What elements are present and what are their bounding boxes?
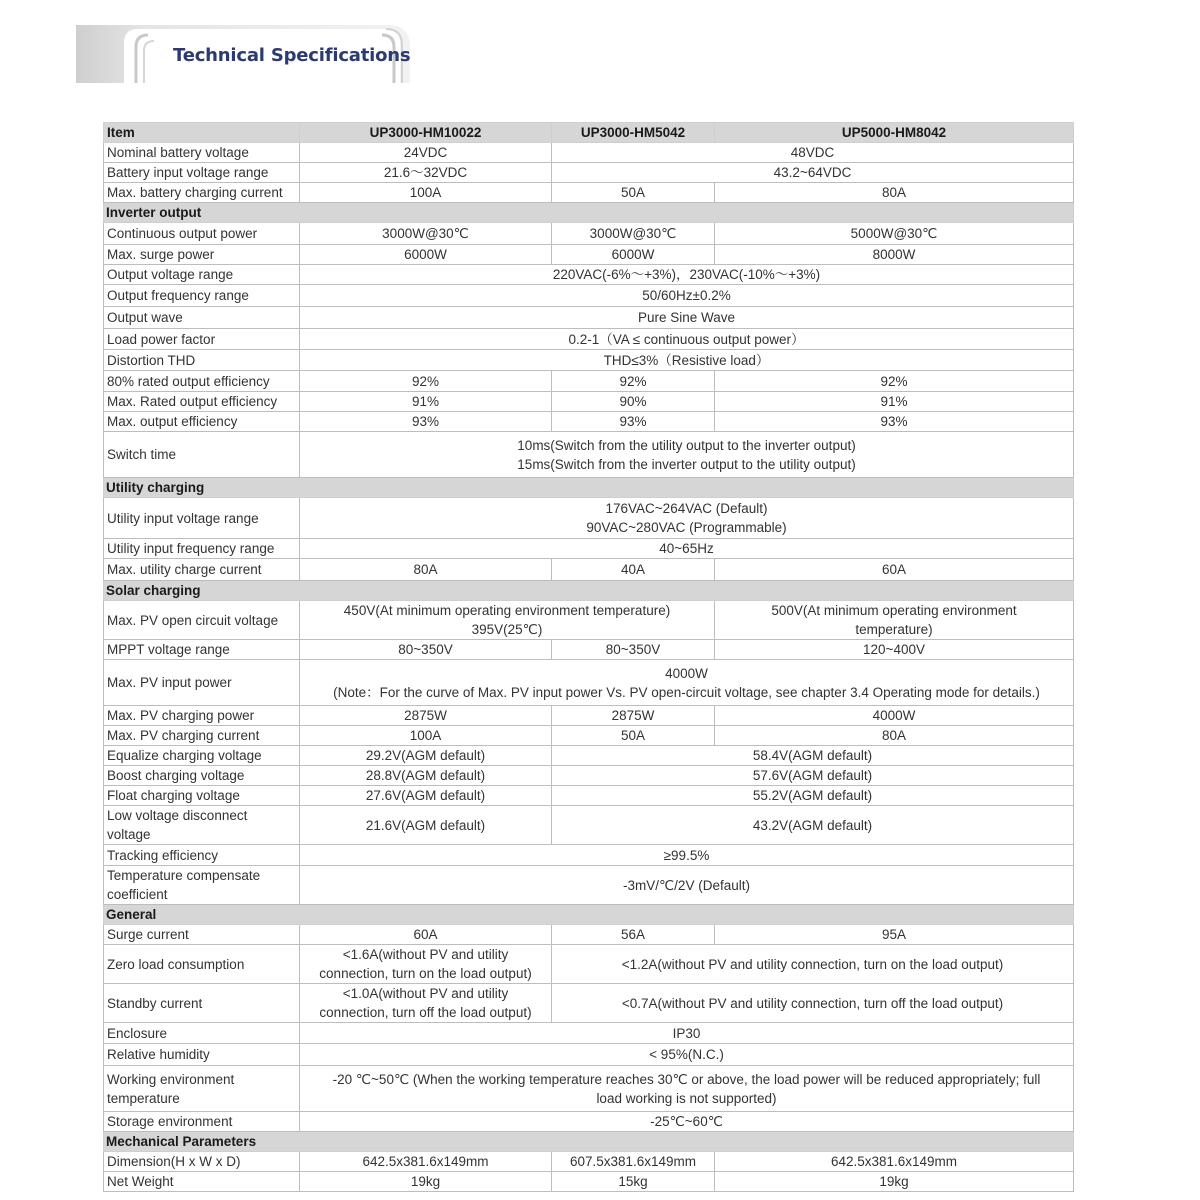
row-label	[104, 1066, 300, 1112]
cell-model-3: 93%	[715, 412, 1074, 432]
cell-model-2-3: 55.2V(AGM default)	[552, 786, 1074, 806]
cell-model-1: 92%	[300, 371, 552, 392]
label-line: coefficient	[107, 887, 168, 902]
cell-model-1: 3000W@30℃	[300, 223, 552, 245]
table-row	[104, 1112, 1074, 1132]
cell-all-models: 40~65Hz	[300, 539, 1074, 559]
table-row	[104, 539, 1074, 559]
row-label: Max. PV input power	[104, 660, 300, 706]
section-header-row	[104, 1132, 1074, 1152]
table-row	[104, 1066, 1074, 1112]
cell-model-1: 91%	[300, 392, 552, 412]
row-label: Max. Rated output efficiency	[104, 392, 300, 412]
cell-model-2: 15kg	[552, 1172, 715, 1192]
row-label: Battery input voltage range	[104, 163, 300, 183]
cell-model-1	[300, 945, 552, 984]
cell-line: 450V(At minimum operating environment temperature)	[343, 603, 671, 618]
cell-model-3	[715, 601, 1074, 640]
cell-line: (Note：For the curve of Max. PV input power Vs. PV open-circuit voltage, see chapter 3.4 Operating mode for details.)	[333, 684, 1040, 700]
row-label: Relative humidity	[104, 1044, 300, 1066]
header-model-3: UP5000-HM8042	[715, 123, 1074, 143]
table-row	[104, 307, 1074, 329]
table-row	[104, 726, 1074, 746]
table-header-row	[104, 123, 1074, 143]
cell-model-3: 4000W	[715, 706, 1074, 726]
section-header-row	[104, 905, 1074, 925]
cell-all-models: IP30	[300, 1023, 1074, 1044]
row-label: Switch time	[104, 432, 300, 478]
specifications-table	[103, 122, 1074, 1192]
row-label: Max. utility charge current	[104, 559, 300, 581]
cell-model-1: 100A	[300, 726, 552, 746]
cell-line: connection, turn on the load output)	[319, 966, 532, 981]
row-label: Net Weight	[104, 1172, 300, 1192]
cell-model-1: 21.6V(AGM default)	[300, 806, 552, 845]
cell-model-2-3: <0.7A(without PV and utility connection, turn off the load output)	[552, 984, 1074, 1023]
header-model-1: UP3000-HM10022	[300, 123, 552, 143]
cell-all-models: 0.2-1（VA ≤ continuous output power）	[300, 329, 1074, 350]
cell-line: load working is not supported)	[596, 1090, 777, 1106]
section-title-general: General	[104, 905, 1074, 925]
cell-line: <1.6A(without PV and utility	[342, 947, 509, 962]
cell-all-models: Pure Sine Wave	[300, 307, 1074, 329]
row-label: Tracking efficiency	[104, 845, 300, 866]
cell-all-models: ≥99.5%	[300, 845, 1074, 866]
table-row	[104, 925, 1074, 945]
cell-model-3: 8000W	[715, 245, 1074, 265]
section-title-mechanical: Mechanical Parameters	[104, 1132, 1074, 1152]
cell-line: 90VAC~280VAC (Programmable)	[586, 520, 787, 535]
cell-line: 10ms(Switch from the utility output to the inverter output)	[517, 437, 856, 453]
cell-line: 4000W	[665, 665, 708, 681]
section-title-solar: Solar charging	[104, 581, 1074, 601]
cell-model-2-3: 57.6V(AGM default)	[552, 766, 1074, 786]
table-row	[104, 660, 1074, 706]
cell-line: connection, turn off the load output)	[319, 1005, 532, 1020]
label-line: Temperature compensate	[107, 868, 261, 883]
table-row	[104, 432, 1074, 478]
cell-model-2: 6000W	[552, 245, 715, 265]
cell-model-1: 28.8V(AGM default)	[300, 766, 552, 786]
row-label: Max. PV open circuit voltage	[104, 601, 300, 640]
table-row	[104, 350, 1074, 371]
row-label: Boost charging voltage	[104, 766, 300, 786]
cell-model-1	[300, 984, 552, 1023]
cell-model-1: 6000W	[300, 245, 552, 265]
cell-all-models: 50/60Hz±0.2%	[300, 285, 1074, 307]
row-label: Max. PV charging power	[104, 706, 300, 726]
cell-model-2: 2875W	[552, 706, 715, 726]
table-row	[104, 371, 1074, 392]
cell-all-models	[300, 1066, 1074, 1112]
cell-model-1: 80A	[300, 559, 552, 581]
cell-model-1-2	[300, 601, 715, 640]
cell-all-models: < 95%(N.C.)	[300, 1044, 1074, 1066]
cell-model-2-3: <1.2A(without PV and utility connection, turn on the load output)	[552, 945, 1074, 984]
label-line: Working environment	[107, 1071, 235, 1087]
row-label	[104, 866, 300, 905]
cell-model-1: 80~350V	[300, 640, 552, 660]
cell-model-2: 607.5x381.6x149mm	[552, 1152, 715, 1172]
table-row	[104, 245, 1074, 265]
cell-all-models: -3mV/℃/2V (Default)	[300, 866, 1074, 905]
table-row	[104, 498, 1074, 539]
row-label: Output wave	[104, 307, 300, 329]
row-label: Enclosure	[104, 1023, 300, 1044]
row-label: Equalize charging voltage	[104, 746, 300, 766]
cell-model-1: 60A	[300, 925, 552, 945]
cell-model-2: 56A	[552, 925, 715, 945]
section-title-inverter: Inverter output	[104, 203, 1074, 223]
row-label: 80% rated output efficiency	[104, 371, 300, 392]
section-header-row	[104, 203, 1074, 223]
section-header-row	[104, 478, 1074, 498]
cell-model-3: 60A	[715, 559, 1074, 581]
header-item: Item	[104, 123, 300, 143]
cell-model-1: 29.2V(AGM default)	[300, 746, 552, 766]
cell-model-2: 50A	[552, 726, 715, 746]
cell-model-2: 80~350V	[552, 640, 715, 660]
table-row	[104, 640, 1074, 660]
cell-model-2-3: 48VDC	[552, 143, 1074, 163]
row-label: Zero load consumption	[104, 945, 300, 984]
cell-all-models: -25℃~60℃	[300, 1112, 1074, 1132]
cell-model-3: 120~400V	[715, 640, 1074, 660]
cell-model-3: 80A	[715, 726, 1074, 746]
row-label: MPPT voltage range	[104, 640, 300, 660]
label-line: voltage	[107, 827, 151, 842]
cell-model-1: 100A	[300, 183, 552, 203]
cell-model-3: 19kg	[715, 1172, 1074, 1192]
cell-model-2: 40A	[552, 559, 715, 581]
table-row	[104, 786, 1074, 806]
cell-model-2-3: 43.2V(AGM default)	[552, 806, 1074, 845]
cell-model-1: 2875W	[300, 706, 552, 726]
cell-model-1: 21.6～32VDC	[300, 163, 552, 183]
cell-model-2: 3000W@30℃	[552, 223, 715, 245]
table-row	[104, 984, 1074, 1023]
cell-model-3: 95A	[715, 925, 1074, 945]
row-label: Load power factor	[104, 329, 300, 350]
row-label: Storage environment	[104, 1112, 300, 1132]
table-row	[104, 866, 1074, 905]
table-row	[104, 285, 1074, 307]
cell-model-1: 19kg	[300, 1172, 552, 1192]
cell-line: 176VAC~264VAC (Default)	[605, 501, 768, 516]
table-row	[104, 223, 1074, 245]
row-label: Max. PV charging current	[104, 726, 300, 746]
table-row	[104, 1023, 1074, 1044]
table-row	[104, 845, 1074, 866]
cell-model-3: 642.5x381.6x149mm	[715, 1152, 1074, 1172]
page-title: Technical Specifications	[173, 45, 411, 66]
cell-model-3: 5000W@30℃	[715, 223, 1074, 245]
cell-line: 15ms(Switch from the inverter output to the utility output)	[517, 456, 856, 472]
cell-line: -20 ℃~50℃ (When the working temperature reaches 30℃ or above, the load power will be reduced appropriately; full	[332, 1071, 1041, 1087]
table-row	[104, 746, 1074, 766]
table-row	[104, 412, 1074, 432]
cell-model-2: 93%	[552, 412, 715, 432]
table-row	[104, 766, 1074, 786]
table-row	[104, 1152, 1074, 1172]
table-row	[104, 706, 1074, 726]
cell-model-2-3: 43.2~64VDC	[552, 163, 1074, 183]
cell-model-2: 90%	[552, 392, 715, 412]
cell-line: temperature)	[855, 622, 933, 637]
cell-line: 395V(25℃)	[471, 622, 543, 637]
row-label	[104, 806, 300, 845]
row-label: Utility input frequency range	[104, 539, 300, 559]
cell-line: <1.0A(without PV and utility	[342, 986, 509, 1001]
row-label: Nominal battery voltage	[104, 143, 300, 163]
cell-all-models: THD≤3%（Resistive load）	[300, 350, 1074, 371]
table-row	[104, 163, 1074, 183]
row-label: Output frequency range	[104, 285, 300, 307]
section-title-utility: Utility charging	[104, 478, 1074, 498]
cell-line: 500V(At minimum operating environment	[771, 603, 1017, 618]
cell-model-1: 93%	[300, 412, 552, 432]
row-label: Max. output efficiency	[104, 412, 300, 432]
table-row	[104, 559, 1074, 581]
cell-all-models	[300, 432, 1074, 478]
cell-model-3: 80A	[715, 183, 1074, 203]
row-label: Dimension(H x W x D)	[104, 1152, 300, 1172]
row-label: Max. surge power	[104, 245, 300, 265]
header-model-2: UP3000-HM5042	[552, 123, 715, 143]
cell-model-1: 642.5x381.6x149mm	[300, 1152, 552, 1172]
table-row	[104, 806, 1074, 845]
row-label: Utility input voltage range	[104, 498, 300, 539]
row-label: Float charging voltage	[104, 786, 300, 806]
cell-all-models: 220VAC(-6%～+3%)，230VAC(-10%～+3%)	[300, 265, 1074, 285]
table-row	[104, 329, 1074, 350]
cell-model-3: 92%	[715, 371, 1074, 392]
row-label: Distortion THD	[104, 350, 300, 371]
cell-model-2: 50A	[552, 183, 715, 203]
row-label: Surge current	[104, 925, 300, 945]
label-line: temperature	[107, 1090, 180, 1106]
row-label: Output voltage range	[104, 265, 300, 285]
cell-model-2-3: 58.4V(AGM default)	[552, 746, 1074, 766]
table-row	[104, 392, 1074, 412]
table-row	[104, 143, 1074, 163]
table-row	[104, 1172, 1074, 1192]
cell-model-1: 27.6V(AGM default)	[300, 786, 552, 806]
section-header-row	[104, 581, 1074, 601]
table-row	[104, 945, 1074, 984]
table-row	[104, 183, 1074, 203]
cell-model-2: 92%	[552, 371, 715, 392]
label-line: Low voltage disconnect	[107, 808, 248, 823]
row-label: Max. battery charging current	[104, 183, 300, 203]
table-row	[104, 601, 1074, 640]
row-label: Continuous output power	[104, 223, 300, 245]
table-row	[104, 265, 1074, 285]
cell-all-models	[300, 498, 1074, 539]
cell-model-3: 91%	[715, 392, 1074, 412]
table-row	[104, 1044, 1074, 1066]
cell-all-models	[300, 660, 1074, 706]
cell-model-1: 24VDC	[300, 143, 552, 163]
row-label: Standby current	[104, 984, 300, 1023]
